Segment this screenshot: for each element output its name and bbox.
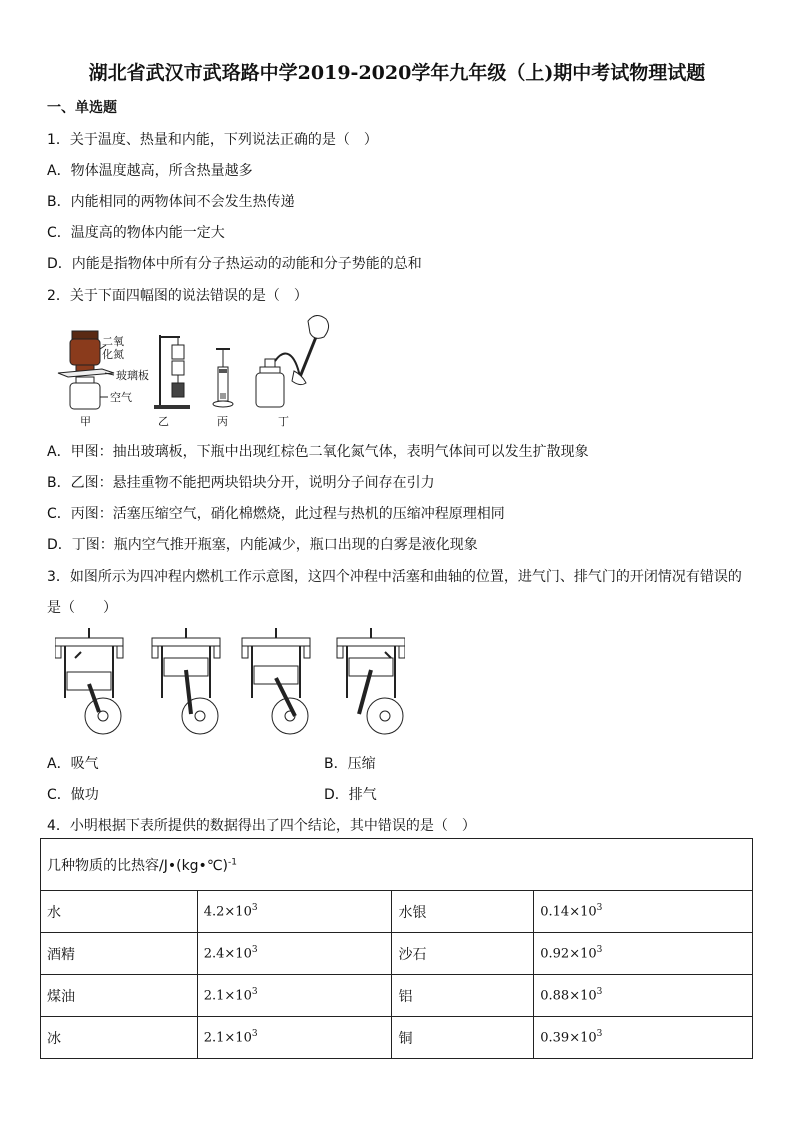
value-cell: $2.1\times 10^3$ <box>197 1017 392 1059</box>
substance-cell: 铝 <box>392 975 534 1017</box>
engine-stroke-2 <box>152 628 220 734</box>
figure-yi <box>154 335 190 428</box>
table-row <box>41 933 753 975</box>
q2-stem: 2．关于下面四幅图的说法错误的是（ ） <box>47 288 308 304</box>
label-bing: 丙 <box>217 415 228 428</box>
value-cell: $2.4\times 10^3$ <box>197 933 392 975</box>
q3-stem-line2: 是（ ） <box>47 600 117 616</box>
substance-cell: 冰 <box>41 1017 198 1059</box>
table-row <box>41 975 753 1017</box>
q3-stem-line1: 3．如图所示为四冲程内燃机工作示意图，这四个冲程中活塞和曲轴的位置，进气门、排气门的开闭情况有错误的 <box>47 569 742 585</box>
substance-cell: 酒精 <box>41 933 198 975</box>
q1-option-a: A．物体温度越高，所含热量越多 <box>47 163 253 179</box>
q3-option-d: D．排气 <box>324 787 377 803</box>
q2-figure <box>50 307 350 432</box>
q4-stem: 4．小明根据下表所提供的数据得出了四个结论，其中错误的是（ ） <box>47 818 476 834</box>
label-gas2: 化氮 <box>102 348 124 361</box>
value-cell: $0.14\times 10^3$ <box>534 891 753 933</box>
engine-stroke-3 <box>242 628 310 734</box>
q3-option-b: B．压缩 <box>324 756 376 772</box>
figure-bing <box>213 349 233 428</box>
table-row <box>41 891 753 933</box>
label-jia: 甲 <box>80 415 91 428</box>
figure-jia <box>58 331 149 428</box>
substance-cell: 沙石 <box>392 933 534 975</box>
label-air: 空气 <box>110 391 132 404</box>
value-cell: $0.92\times 10^3$ <box>534 933 753 975</box>
value-cell: $2.1\times 10^3$ <box>197 975 392 1017</box>
section-heading: 一、单选题 <box>47 100 117 116</box>
q1-option-b: B．内能相同的两物体间不会发生热传递 <box>47 194 295 210</box>
label-gas1: 二氧 <box>102 335 124 348</box>
value-cell: $4.2\times 10^3$ <box>197 891 392 933</box>
q1-option-d: D．内能是指物体中所有分子热运动的动能和分子势能的总和 <box>47 256 422 272</box>
table-title-sup: -1 <box>228 856 237 867</box>
substance-cell: 煤油 <box>41 975 198 1017</box>
engine-stroke-4 <box>337 628 405 734</box>
q3-option-c: C．做功 <box>47 787 99 803</box>
q1-stem: 1．关于温度、热量和内能，下列说法正确的是（ ） <box>47 132 378 148</box>
q2-option-a: A．甲图：抽出玻璃板，下瓶中出现红棕色二氧化氮气体，表明气体间可以发生扩散现象 <box>47 444 589 460</box>
q3-engine-figure <box>55 628 405 738</box>
substance-cell: 水 <box>41 891 198 933</box>
table-header-row <box>41 839 753 891</box>
label-ding: 丁 <box>278 415 289 428</box>
table-title: 几种物质的比热容/J•(kg•℃) <box>47 857 229 874</box>
q1-option-c: C．温度高的物体内能一定大 <box>47 225 225 241</box>
substance-cell: 铜 <box>392 1017 534 1059</box>
specific-heat-table <box>40 838 753 1059</box>
value-cell: $0.88\times 10^3$ <box>534 975 753 1017</box>
label-yi: 乙 <box>158 415 169 428</box>
table-row <box>41 1017 753 1059</box>
q2-option-b: B．乙图：悬挂重物不能把两块铅块分开，说明分子间存在引力 <box>47 475 435 491</box>
q3-option-a: A．吸气 <box>47 756 99 772</box>
q2-option-c: C．丙图：活塞压缩空气，硝化棉燃烧，此过程与热机的压缩冲程原理相同 <box>47 506 505 522</box>
label-glass: 玻璃板 <box>116 369 149 382</box>
table-title-cell <box>41 839 753 891</box>
engine-stroke-1 <box>55 628 123 734</box>
substance-cell: 水银 <box>392 891 534 933</box>
q2-option-d: D．丁图：瓶内空气推开瓶塞，内能减少，瓶口出现的白雾是液化现象 <box>47 537 478 553</box>
figure-ding <box>256 315 329 428</box>
page-title: 湖北省武汉市武珞路中学2019-2020学年九年级（上)期中考试物理试题 <box>88 62 706 84</box>
value-cell: $0.39\times 10^3$ <box>534 1017 753 1059</box>
